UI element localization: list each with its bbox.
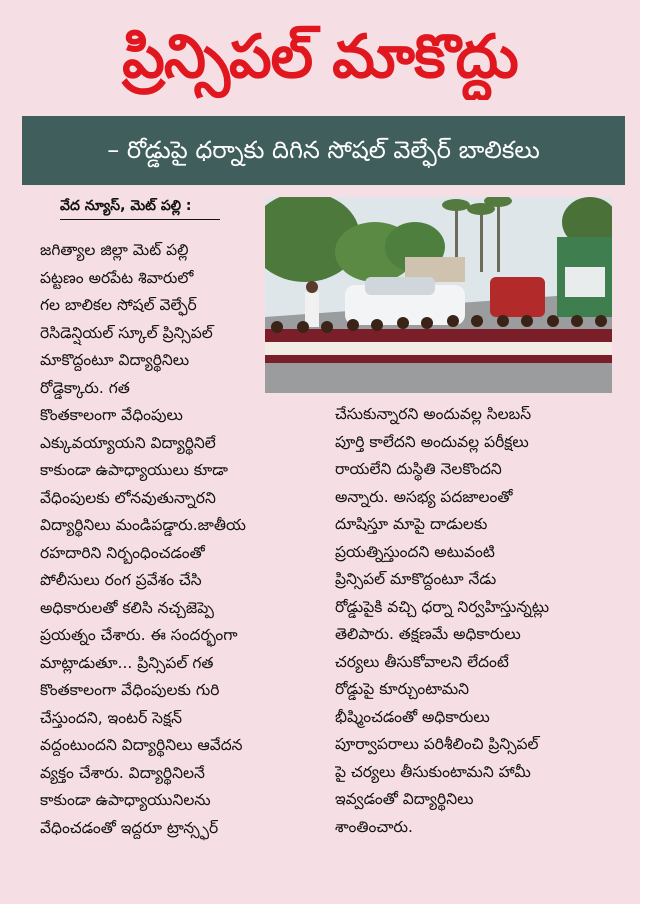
article-line: వ్యక్తం చేశారు. విద్యార్థినిలనే xyxy=(40,763,205,782)
article-line: కొంతకాలంగా వేధింపులకు గురి xyxy=(40,681,220,699)
article-line: పోలీసులు రంగ ప్రవేశం చేసి xyxy=(40,571,202,589)
article-line: పూర్వాపరాలు పరిశీలించి ప్రిన్సిపల్ xyxy=(335,735,539,753)
article-line: పట్టణం అరపేట శివారులో xyxy=(40,268,194,287)
article-line: శాంతించారు. xyxy=(335,817,413,836)
article-line: గల బాలికల సోషల్ వెల్ఫేర్ xyxy=(40,296,197,314)
article-line: కాకుండా ఉపాధ్యాయునిలను xyxy=(40,791,211,809)
dateline: వేద న్యూస్, మెట్ పల్లి : xyxy=(60,195,220,220)
article-line: జగిత్యాల జిల్లా మెట్ పల్లి xyxy=(40,241,189,259)
article-line: ఇవ్వడంతో విద్యార్థినిలు xyxy=(335,790,474,808)
article-line: మాకొద్దంటూ విద్యార్థినిలు xyxy=(40,351,190,369)
article-line: రోడ్డుపైకి వచ్చి ధర్నా నిర్వహిస్తున్నట్లు xyxy=(335,597,550,616)
article-line: ప్రయత్నం చేశారు. ఈ సందర్భంగా xyxy=(40,626,238,644)
article-line: వేధించడంతో ఇద్దరూ ట్రాన్స్ఫర్ xyxy=(40,818,219,837)
article-line: వేధింపులకు లోనవుతున్నారని xyxy=(40,488,216,507)
article-line: ఎక్కువయ్యాయని విద్యార్థినిలే xyxy=(40,433,216,452)
article-line: రెసిడెన్షియల్ స్కూల్ ప్రిన్సిపల్ xyxy=(40,323,213,342)
article-line: ప్రయత్నిస్తుందని అటువంటి xyxy=(335,542,495,561)
article-line: ప్రిన్సిపల్ మాకొద్దంటూ నేడు xyxy=(335,570,497,588)
article-line: తెలిపారు. తక్షణమే అధికారులు xyxy=(335,625,521,643)
protest-photo xyxy=(265,197,612,393)
article-line: కాకుండా ఉపాధ్యాయులు కూడా xyxy=(40,461,228,479)
article-line: అధికారులతో కలిసి నచ్చజెప్పె xyxy=(40,598,214,617)
article-line: భీష్మించడంతో అధికారులు xyxy=(335,707,490,726)
article-line: రాయలేని దుస్థితి నెలకొందని xyxy=(335,460,502,478)
article-line: దూషిస్తూ మాపై దాడులకు xyxy=(335,515,488,533)
article-line: చర్యలు తీసుకోవాలని లేదంటే xyxy=(335,652,509,671)
article-line: వద్దంటుందని విద్యార్థినిలు ఆవేదన xyxy=(40,736,243,754)
article-line: రహదారిని నిర్బంధించడంతో xyxy=(40,543,205,562)
article-line: పై చర్యలు తీసుకుంటామని హామీ xyxy=(335,762,531,781)
article-line: మాట్లాడుతూ... ప్రిన్సిపల్ గత xyxy=(40,653,214,672)
protest-photo-icon xyxy=(265,197,612,393)
article-line: రోడ్డెక్కారు. గత xyxy=(40,378,130,397)
article-line: రోడ్డుపై కూర్చుంటామని xyxy=(335,680,470,698)
headline: ప్రిన్సిపల్ మాకొద్దు xyxy=(122,22,518,92)
subheading-bar: – రోడ్డుపై ధర్నాకు దిగిన సోషల్ వెల్ఫేర్ బాలికలు xyxy=(22,116,625,185)
article-line: చేసుకున్నారని అందువల్ల సిలబస్ xyxy=(335,405,532,423)
article-line: కొంతకాలంగా వేధింపులు xyxy=(40,406,183,424)
article-column-left xyxy=(40,237,265,842)
article-line: విద్యార్థినిలు మండిపడ్డారు.జాతీయ xyxy=(40,516,246,534)
article-line: అన్నారు. అసభ్య పదజాలంతో xyxy=(335,487,513,506)
article-line: పూర్తి కాలేదని అందువల్ల పరీక్షలు xyxy=(335,432,529,451)
article-line: చేస్తుందని, ఇంటర్ సెక్షన్ xyxy=(40,708,183,727)
article-column-right xyxy=(335,401,625,841)
